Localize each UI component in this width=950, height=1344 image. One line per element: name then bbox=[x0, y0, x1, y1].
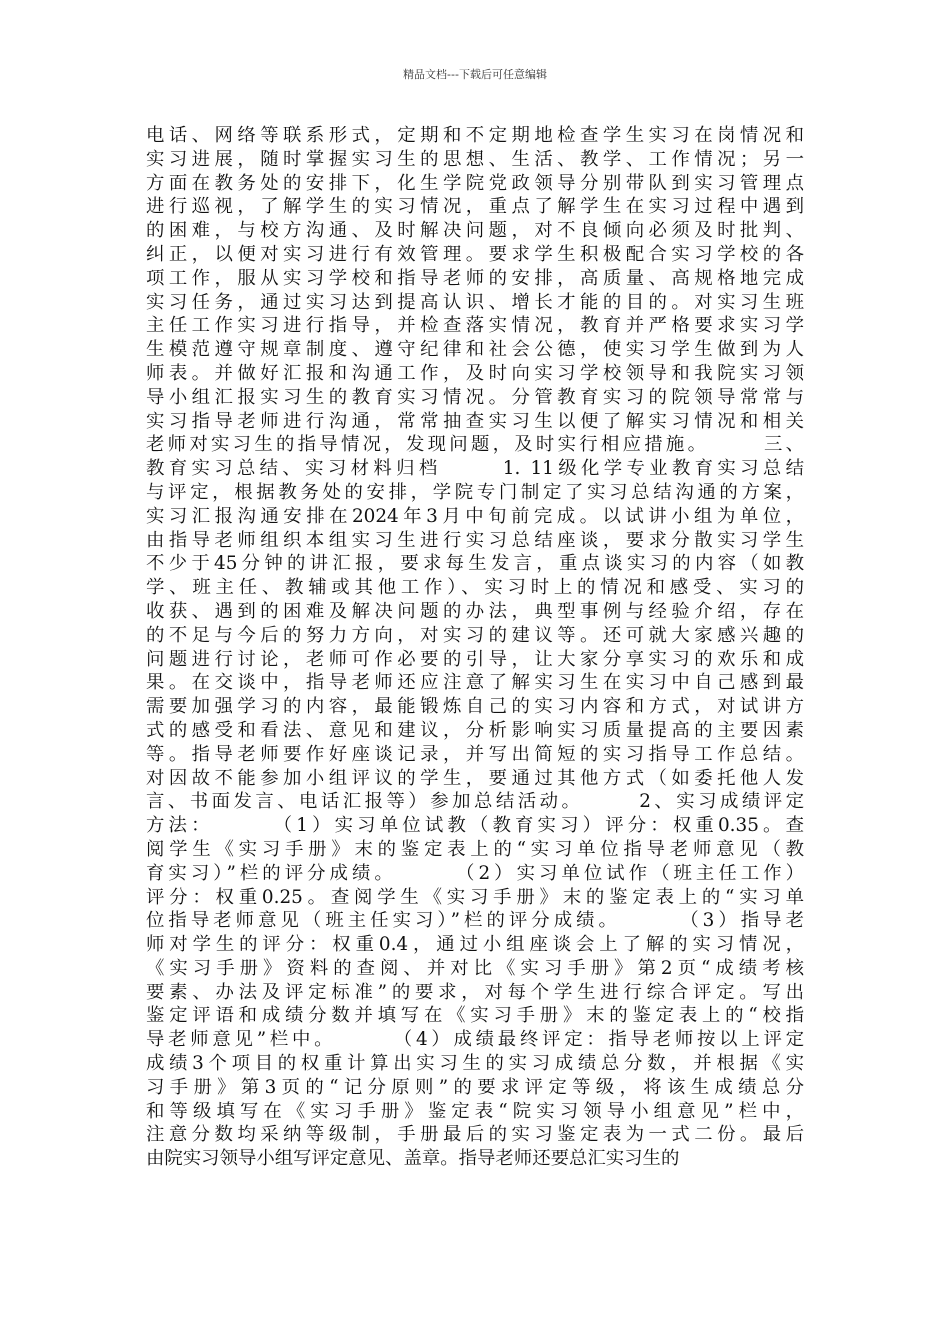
text-line: 学、班主任、教辅或其他工作）、实习时上的情况和感受、实习的 bbox=[146, 577, 804, 599]
text-line: 师表。并做好汇报和沟通工作，及时向实习学校领导和我院实习领 bbox=[146, 362, 804, 384]
text-line: 进行巡视，了解学生的实习情况，重点了解学生在实习过程中遇到 bbox=[146, 196, 804, 218]
text-line: 由指导老师组织本组实习生进行实习总结座谈，要求分散实习学生 bbox=[146, 529, 804, 551]
text-line: 实习汇报沟通安排在2024年3月中旬前完成。以试讲小组为单位， bbox=[146, 505, 804, 527]
text-line: 实习指导老师进行沟通，常常抽查实习生以便了解实习情况和相关 bbox=[146, 410, 804, 432]
text-line: 《实习手册》资料的查阅、并对比《实习手册》第2页“成绩考核 bbox=[146, 957, 804, 979]
text-line: 不少于45分钟的讲汇报，要求每生发言，重点谈实习的内容（如教 bbox=[146, 553, 804, 575]
text-line: 项工作，服从实习学校和指导老师的安排，高质量、高规格地完成 bbox=[146, 267, 804, 289]
page-header: 精品文档---下载后可任意编辑 bbox=[403, 68, 547, 81]
text-line: 的不足与今后的努力方向，对实习的建议等。还可就大家感兴趣的 bbox=[146, 624, 804, 646]
text-line: 注意分数均采纳等级制，手册最后的实习鉴定表为一式二份。最后 bbox=[146, 1124, 804, 1146]
text-line: 鉴定评语和成绩分数并填写在《实习手册》末的鉴定表上的“校指 bbox=[146, 1005, 804, 1027]
text-line: 习手册》第3页的“记分原则”的要求评定等级，将该生成绩总分 bbox=[146, 1076, 804, 1098]
text-line: 老师对实习生的指导情况，发现问题，及时实行相应措施。 三、 bbox=[146, 434, 804, 456]
text-line: 式的感受和看法、意见和建议，分析影响实习质量提高的主要因素 bbox=[146, 719, 804, 741]
text-line: 成绩3个项目的权重计算出实习生的实习成绩总分数，并根据《实 bbox=[146, 1053, 804, 1075]
text-line: 方法： （1）实习单位试教（教育实习）评分：权重0.35。查 bbox=[146, 815, 804, 837]
text-line: 需要加强学习的内容，最能锻炼自己的实习内容和方式，对试讲方 bbox=[146, 696, 804, 718]
text-line: 导老师意见”栏中。 （4）成绩最终评定：指导老师按以上评定 bbox=[146, 1029, 804, 1051]
text-line: 导小组汇报实习生的教育实习情况。分管教育实习的院领导常常与 bbox=[146, 386, 804, 408]
text-line: 的困难，与校方沟通、及时解决问题，对不良倾向必须及时批判、 bbox=[146, 220, 804, 242]
text-line: 纠正，以便对实习进行有效管理。要求学生积极配合实习学校的各 bbox=[146, 243, 804, 265]
text-line: 问题进行讨论，老师可作必要的引导，让大家分享实习的欢乐和成 bbox=[146, 648, 804, 670]
text-line: 师对学生的评分：权重0.4，通过小组座谈会上了解的实习情况， bbox=[146, 934, 804, 956]
text-line: 要素、办法及评定标准”的要求，对每个学生进行综合评定。写出 bbox=[146, 981, 804, 1003]
text-line: 阅学生《实习手册》末的鉴定表上的“实习单位指导老师意见（教 bbox=[146, 838, 804, 860]
text-line: 实习进展，随时掌握实习生的思想、生活、教学、工作情况；另一 bbox=[146, 148, 804, 170]
text-line: 育实习）”栏的评分成绩。 （2）实习单位试作（班主任工作） bbox=[146, 862, 804, 884]
text-line: 果。在交谈中，指导老师还应注意了解实习生在实习中自己感到最 bbox=[146, 672, 804, 694]
text-line: 位指导老师意见（班主任实习）”栏的评分成绩。 （3）指导老 bbox=[146, 910, 804, 932]
text-line: 教育实习总结、实习材料归档 1. 11级化学专业教育实习总结 bbox=[146, 458, 804, 480]
text-line: 由院实习领导小组写评定意见、盖章。指导老师还要总汇实习生的 bbox=[146, 1148, 680, 1170]
text-line: 方面在教务处的安排下，化生学院党政领导分别带队到实习管理点 bbox=[146, 172, 804, 194]
text-line: 等。指导老师要作好座谈记录，并写出简短的实习指导工作总结。 bbox=[146, 743, 804, 765]
text-line: 和等级填写在《实习手册》鉴定表“院实习领导小组意见”栏中， bbox=[146, 1100, 804, 1122]
text-line: 实习任务，通过实习达到提高认识、增长才能的目的。对实习生班 bbox=[146, 291, 804, 313]
text-line: 生模范遵守规章制度、遵守纪律和社会公德，使实习学生做到为人 bbox=[146, 339, 804, 361]
body-text bbox=[146, 124, 804, 1171]
text-line: 与评定，根据教务处的安排，学院专门制定了实习总结沟通的方案， bbox=[146, 481, 804, 503]
text-line: 收获、遇到的困难及解决问题的办法，典型事例与经验介绍，存在 bbox=[146, 600, 804, 622]
text-line: 主任工作实习进行指导，并检查落实情况，教育并严格要求实习学 bbox=[146, 315, 804, 337]
text-line: 言、书面发言、电话汇报等）参加总结活动。 2、实习成绩评定 bbox=[146, 791, 804, 813]
text-line: 对因故不能参加小组评议的学生，要通过其他方式（如委托他人发 bbox=[146, 767, 804, 789]
text-line: 评分：权重0.25。查阅学生《实习手册》末的鉴定表上的“实习单 bbox=[146, 886, 804, 908]
text-line: 电话、网络等联系形式，定期和不定期地检查学生实习在岗情况和 bbox=[146, 125, 804, 146]
